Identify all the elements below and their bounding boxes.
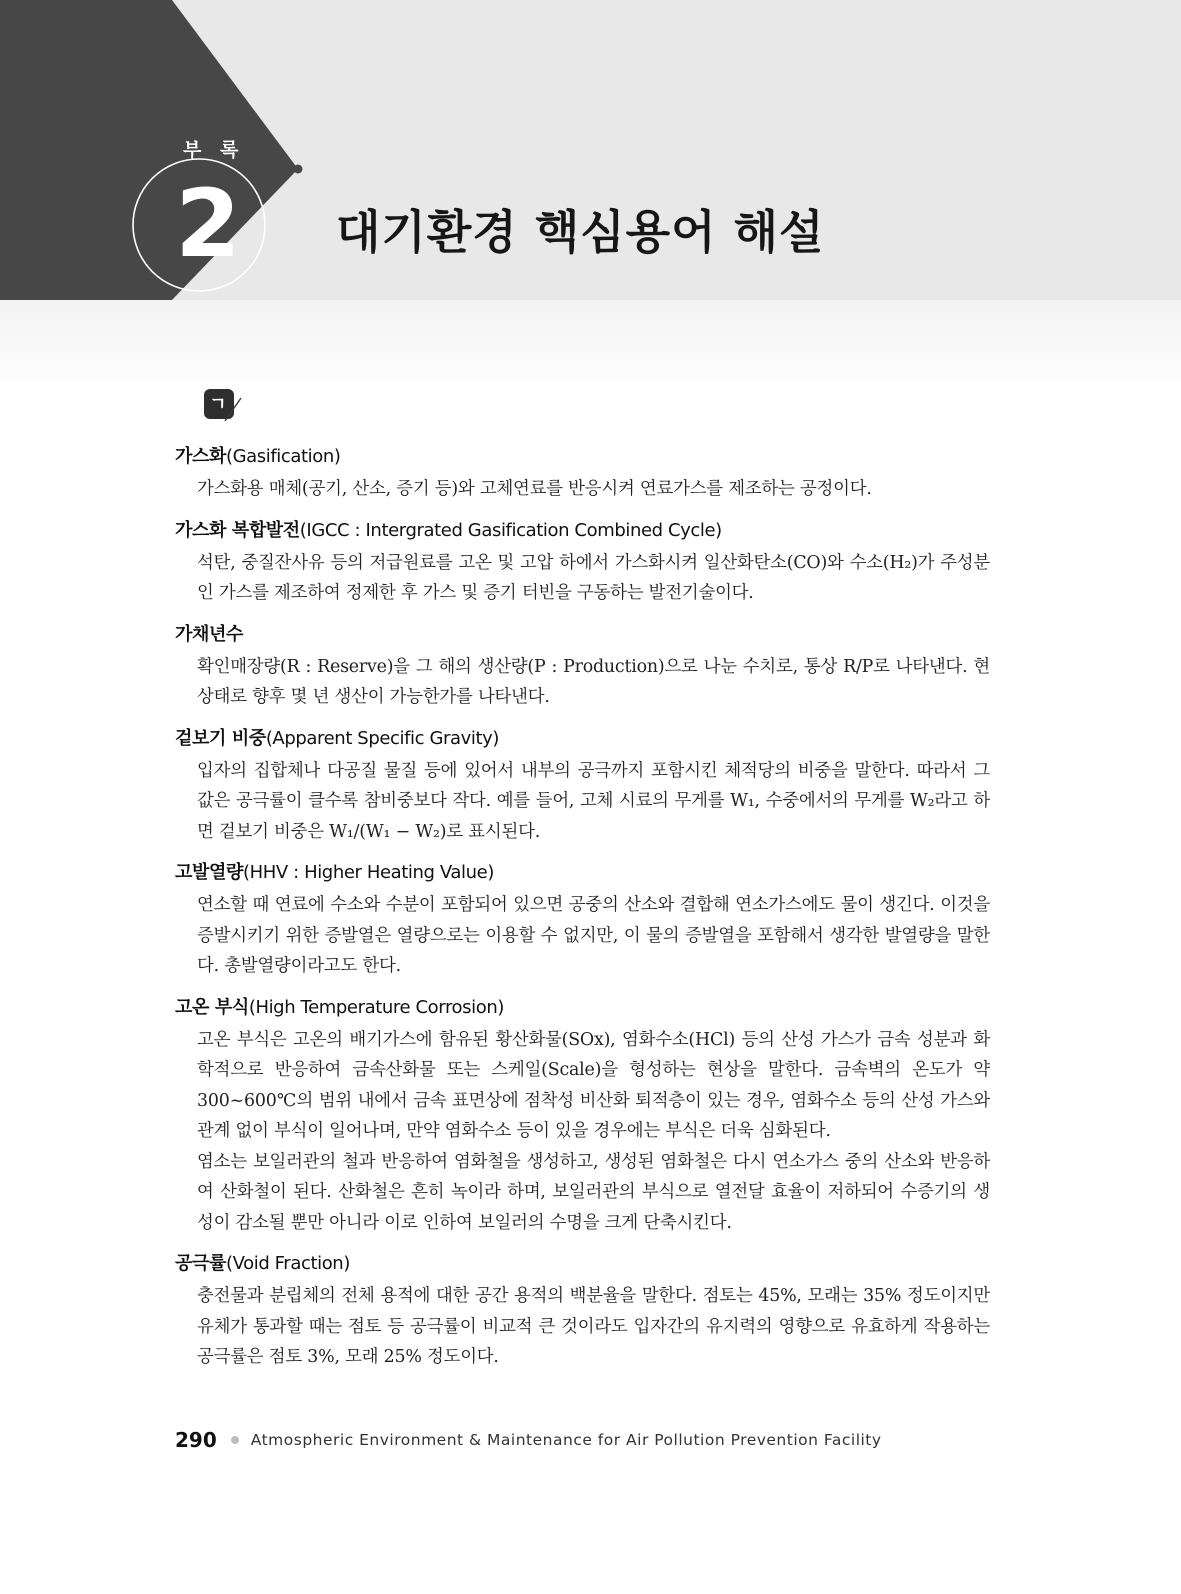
entry-definition: 충전물과 분립체의 전체 용적에 대한 공간 용적의 백분율을 말한다. 점토는 45%, 모래는 35% 정도이지만 유체가 통과할 때는 점토 등 공극률이 비교적 큰 것이라도 입자간의 유지력의 영향으로 유효하게 작용하는 공극률은 점토 3%, 모래 25% 정도이다. [197,1286,990,1367]
glossary-entry [175,856,990,982]
entry-definition: 연소할 때 연료에 수소와 수분이 포함되어 있으면 공중의 산소와 결합해 연소가스에도 물이 생긴다. 이것을 증발시키기 위한 증발열은 열량으로는 이용할 수 없지만, 이 물의 증발열을 포함해서 생각한 발열량을 말한다. 총발열량이라고도 한다. [197,895,990,976]
entry-term [175,722,990,756]
entry-definition: 확인매장량(R : Reserve)을 그 해의 생산량(P : Production)으로 나눈 수치로, 통상 R/P로 나타낸다. 현 상태로 향후 몇 년 생산이 가능한가를 나타낸다. [197,656,990,707]
appendix-label: 부 록 [183,139,245,161]
section-letter: ㄱ [209,394,227,415]
glossary-entry [175,440,990,505]
glossary-entry [175,722,990,848]
glossary-entry [175,618,990,713]
appendix-badge-graphic [0,0,320,300]
term-korean: 고온 부식 [175,996,249,1018]
footer-book-title: Atmospheric Environment & Maintenance for Air Pollution Prevention Facility [250,1431,882,1449]
entry-definition: 염소는 보일러관의 철과 반응하여 염화철을 생성하고, 생성된 염화철은 다시 연소가스 중의 산소와 반응하여 산화철이 된다. 산화철은 흔히 녹이라 하며, 보일러관의 부식으로 열전달 효율이 저하되어 수증기의 생성이 감소될 뿐만 아니라 이로 인하여 보일러의 수명을 크게 단축시킨다. [197,1151,990,1233]
entry-definition: 가스화용 매체(공기, 산소, 증기 등)와 고체연료를 반응시켜 연료가스를 제조하는 공정이다. [197,479,872,499]
entry-term [175,440,990,474]
header-fade [0,300,1181,395]
entry-term [175,991,990,1025]
page-number: 290 [175,1428,217,1452]
glossary-entry [175,991,990,1239]
term-english: (Gasification) [225,446,341,467]
term-korean: 겉보기 비중 [175,727,266,749]
entry-term [175,514,990,548]
entry-term [175,1247,990,1281]
term-english: (High Temperature Corrosion) [248,996,504,1018]
footer-dot-icon [231,1436,239,1444]
page-footer [175,1428,882,1456]
entry-term [175,618,990,652]
term-english: (Void Fraction) [225,1253,350,1274]
term-korean: 고발열량 [175,862,243,883]
glossary-entry [175,514,990,609]
term-english: (HHV : Higher Heating Value) [242,862,494,883]
entry-term [175,856,990,890]
term-english: (IGCC : Intergrated Gasification Combined Cycle) [299,519,722,541]
term-english: (Apparent Specific Gravity) [265,727,500,749]
term-korean: 가스화 복합발전 [175,519,300,541]
term-korean: 공극률 [175,1253,226,1274]
glossary-content [175,440,990,1382]
appendix-number: 2 [175,170,241,279]
entry-definition: 고온 부식은 고온의 배기가스에 함유된 황산화물(SOx), 염화수소(HCl) 등의 산성 가스가 금속 성분과 화학적으로 반응하여 금속산화물 또는 스케일(Scale)을 형성하는 현상을 말한다. 금속벽의 온도가 약 300~600℃의 범위 내에서 금속 표면상에 점착성 비산화 퇴적층이 있는 경우, 염화수소 등의 산성 가스와 관계 없이 부식이 일어나며, 만약 염화수소 등이 있을 경우에는 부식은 더욱 심화된다. [197,1029,990,1141]
page-title: 대기환경 핵심용어 해설 [336,205,825,259]
glossary-entry [175,1247,990,1373]
term-korean: 가채년수 [175,623,243,645]
entry-definition: 석탄, 중질잔사유 등의 저급원료를 고온 및 고압 하에서 가스화시켜 일산화탄소(CO)와 수소(H₂)가 주성분인 가스를 제조하여 정제한 후 가스 및 증기 터빈을 구동하는 발전기술이다. [197,552,990,603]
term-korean: 가스화 [175,446,226,467]
entry-definition: 입자의 집합체나 다공질 물질 등에 있어서 내부의 공극까지 포함시킨 체적당의 비중을 말한다. 따라서 그 값은 공극률이 클수록 참비중보다 작다. 예를 들어, 고체 시료의 무게를 W₁, 수중에서의 무게를 W₂라고 하면 겉보기 비중은 W₁/(W₁ − W₂)로 표시된다. [197,760,990,842]
